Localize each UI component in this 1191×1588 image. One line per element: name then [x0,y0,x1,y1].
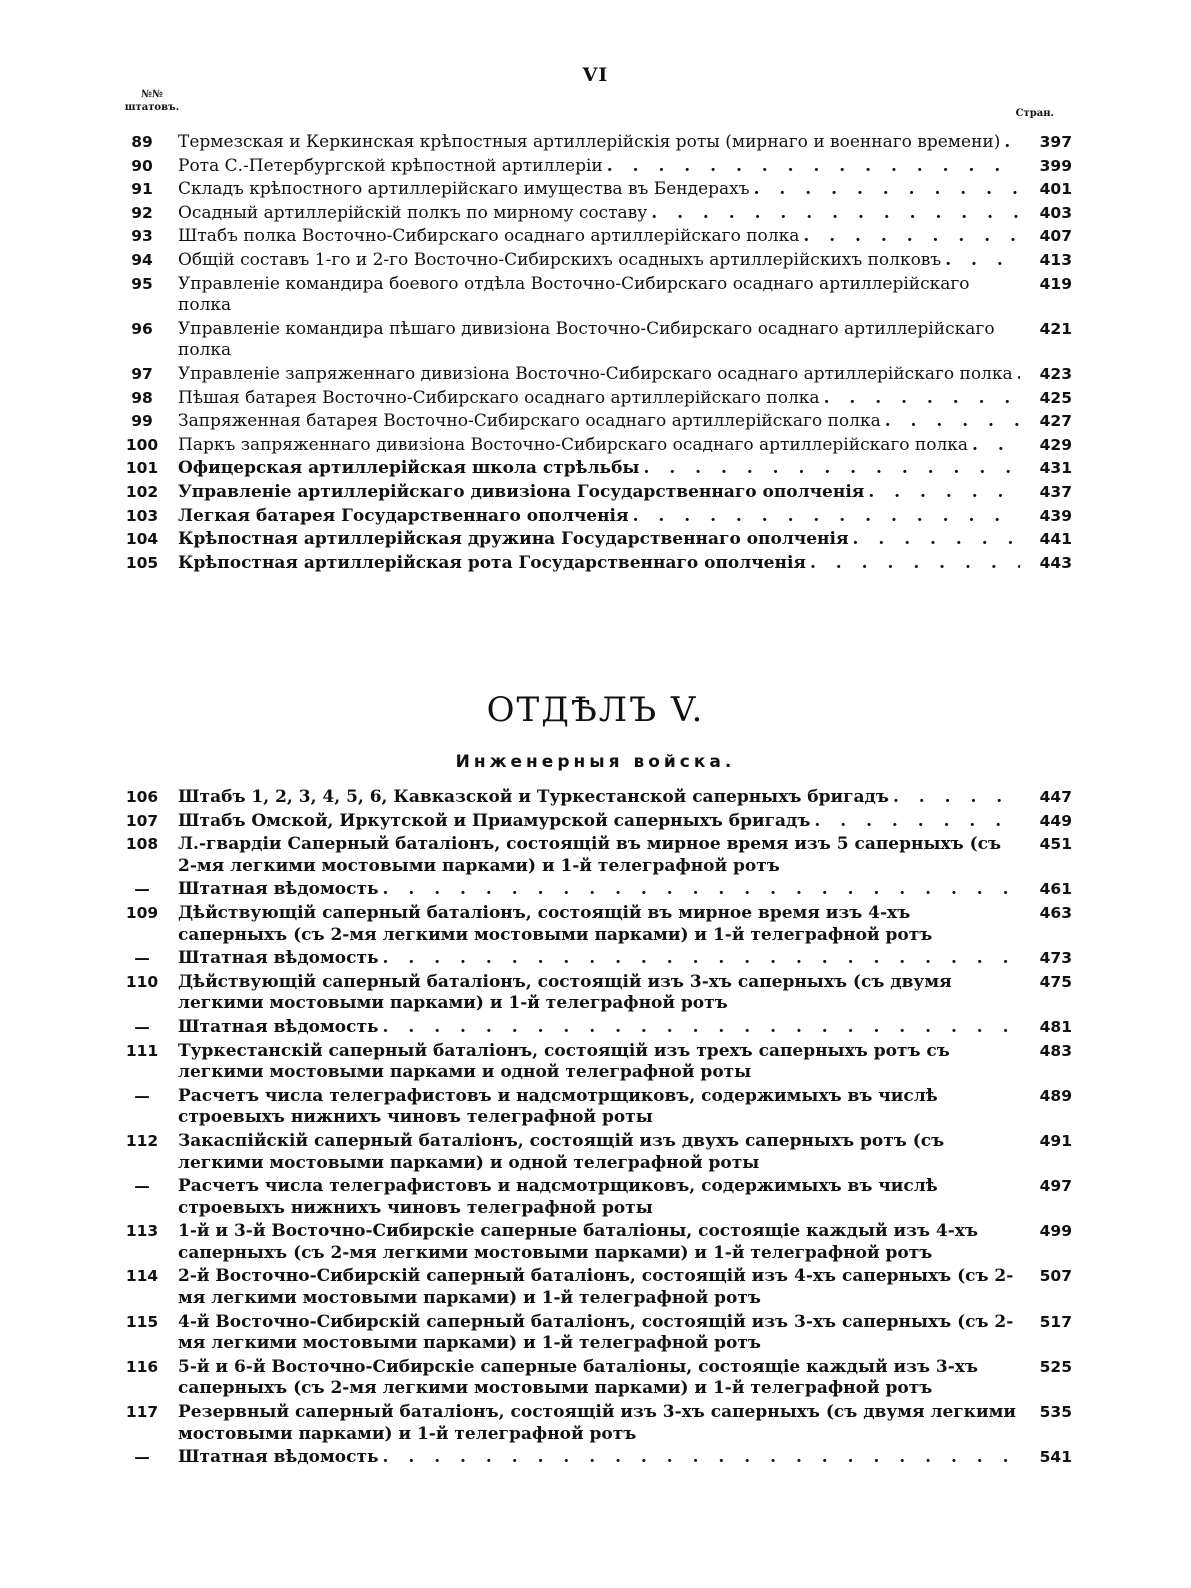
toc-entry-leader-dots [607,156,1020,178]
toc-entry [112,1131,1072,1174]
toc-entry-number: — [134,880,150,899]
toc-entry [112,435,1072,457]
toc-entry [112,529,1072,551]
toc-entry-number: 110 [125,972,159,991]
toc-entry-title: 1-й и 3-й Восточно-Сибирскіе саперные баталіоны, состоящіе каждый изъ 4-хъ саперныхъ (съ 2-мя легкими мостовыми парками) и 1-й телеграфной ротъ [178,1221,978,1263]
toc-entry-number: 112 [125,1131,159,1150]
toc-entry-body [178,1357,1020,1400]
toc-entry-body [178,435,1020,457]
toc-entry-page: 413 [1039,250,1072,269]
toc-entry-title: Легкая батарея Государственнаго ополченія [178,505,629,526]
toc-entry-page: 447 [1039,788,1072,806]
toc-entry-page: 483 [1039,1041,1072,1060]
toc-entry-body [178,319,1020,362]
toc-entry-body [178,156,1020,178]
toc-entry [112,1266,1072,1309]
toc-entry-page: 443 [1039,553,1072,572]
toc-entry-number: 115 [125,1312,159,1331]
toc-entry [112,482,1072,504]
toc-entry [112,388,1072,410]
toc-entry [112,250,1072,272]
toc-entry-leader-dots [633,506,1020,528]
toc-entry-number: 116 [125,1357,159,1376]
toc-entry [112,1017,1072,1039]
toc-entry [112,903,1072,946]
toc-entry-leader-dots [810,553,1020,575]
toc-entry-number: 106 [125,788,159,806]
toc-entry-page: 463 [1039,903,1072,922]
toc-entry-page: 491 [1039,1131,1072,1150]
toc-entry-number: 93 [131,227,153,246]
toc-entry [112,834,1072,877]
toc-entry-title: Штабъ Омской, Иркутской и Приамурской саперныхъ бригадъ [178,810,811,831]
toc-entry-body [178,364,1020,386]
toc-entry-body [178,482,1020,504]
toc-entry-title: Расчетъ числа телеграфистовъ и надсмотрщиковъ, содержимыхъ въ числѣ строевыхъ нижнихъ чиновъ телеграфной роты [178,1085,938,1128]
toc-entry-body [178,1017,1020,1039]
toc-entry-body [178,1176,1020,1219]
toc-entry-leader-dots [824,388,1020,410]
toc-entry-number: 96 [131,319,153,338]
toc-entry [112,274,1072,317]
toc-entry-title: Складъ крѣпостного артиллерійскаго имущества въ Бендерахъ [178,179,750,200]
toc-entry-number: — [134,1177,150,1196]
toc-entry-leader-dots [853,529,1020,551]
toc-entry-body [178,274,1020,317]
toc-entry-page: 541 [1039,1448,1072,1467]
toc-entry-page: 401 [1039,180,1072,199]
toc-entry-title: Закаспійскій саперный баталіонъ, состоящій изъ двухъ саперныхъ ротъ (съ легкими мостовыми парками) и одной телеграфной роты [178,1130,945,1173]
toc-entry-page: 441 [1039,530,1072,549]
toc-entry-number: 113 [125,1222,159,1241]
toc-entry [112,1447,1072,1469]
toc-entry-body [178,972,1020,1015]
toc-entry-leader-dots [754,179,1020,201]
toc-entry [112,1312,1072,1355]
toc-entry-title: 2-й Восточно-Сибирскій саперный баталіонъ, состоящій изъ 4-хъ саперныхъ (съ 2-мя легкими мостовыми парками) и 1-й телеграфной ротъ [178,1266,1014,1309]
toc-entry-title: Крѣпостная артиллерійская рота Государственнаго ополченія [178,552,806,573]
toc-entry [112,553,1072,575]
toc-entry-title: Расчетъ числа телеграфистовъ и надсмотрщиковъ, содержимыхъ въ числѣ строевыхъ нижнихъ чиновъ телеграфной роты [178,1176,938,1218]
toc-entry-body [178,879,1020,901]
toc-entry-title: Штатная вѣдомость [178,1447,379,1468]
section-subtitle: Инженерныя войска. [455,752,736,772]
toc-entry-title: Штабъ полка Восточно-Сибирскаго осаднаго артиллерійскаго полка [178,226,800,247]
toc-entry-title: Термезская и Керкинская крѣпостныя артиллерійскія роты (мирнаго и военнаго времени) [178,132,1001,152]
toc-entry-number: 90 [131,156,153,175]
toc-entry-number: 91 [131,180,153,199]
toc-entry-title: Пѣшая батарея Восточно-Сибирскаго осаднаго артиллерійскаго полка [178,387,820,408]
toc-entry-number: — [134,949,150,968]
toc-entry-number: 97 [131,364,153,383]
toc-entry-body [178,506,1020,528]
column-header-numbers-line2: штатовъ. [124,102,180,113]
toc-entry [112,458,1072,480]
toc-entry-number: 101 [125,459,159,478]
toc-entry-page: 499 [1039,1222,1072,1241]
toc-entry-title: Штатная вѣдомость [178,879,379,900]
toc-entry-body [178,250,1020,272]
toc-entry-title: Осадный артиллерійскій полкъ по мирному составу [178,202,648,223]
toc-entry-title: Дѣйствующій саперный баталіонъ, состоящій изъ 3-хъ саперныхъ (съ двумя легкими мостовыми парками) и 1-й телеграфной ротъ [178,971,952,1014]
toc-entry-page: 481 [1039,1017,1072,1036]
toc-entry-number: 102 [125,482,159,501]
toc-entry-body [178,388,1020,410]
toc-entry-number: 89 [131,133,153,151]
toc-entry-page: 475 [1039,972,1072,991]
toc-entry-body [178,179,1020,201]
toc-entry-number: 104 [125,530,159,549]
toc-entry-title: Управленіе запряженнаго дивизіона Восточно-Сибирскаго осаднаго артиллерійскаго полка [178,363,1013,384]
toc-entry [112,879,1072,901]
toc-entry-body [178,529,1020,551]
toc-entry-body [178,1086,1020,1129]
toc-entry [112,132,1072,154]
toc-entry-body [178,458,1020,480]
toc-entry [112,319,1072,362]
toc-entry-number: 117 [125,1403,159,1422]
column-header-numbers [112,88,192,114]
toc-entry [112,411,1072,433]
toc-entry [112,972,1072,1015]
toc-entry-page: 439 [1039,506,1072,525]
toc-entry-title: Штатная вѣдомость [178,948,379,969]
toc-entry-page: 429 [1039,435,1072,454]
column-header-numbers-line1: №№ [141,89,163,100]
toc-entry [112,1041,1072,1084]
toc-entry-body [178,1041,1020,1084]
toc-entry-number: 105 [125,553,159,572]
toc-entry-number: 103 [125,506,159,525]
toc-entry-number: 107 [125,811,159,830]
toc-entry-title: Резервный саперный баталіонъ, состоящій изъ 3-хъ саперныхъ (съ двумя легкими мостовыми парками) и 1-й телеграфной ротъ [178,1402,1016,1444]
toc-entry-leader-dots [868,482,1020,504]
section-title: ОТДѢЛЪ V. [486,690,705,730]
toc-entry-number: 99 [131,412,153,431]
toc-entry-title: Управленіе командира пѣшаго дивизіона Восточно-Сибирскаго осаднаго артиллерійскаго полка [178,318,995,361]
toc-entry-title: Общій составъ 1-го и 2-го Восточно-Сибирскихъ осадныхъ артиллерійскихъ полковъ [178,249,942,270]
toc-entry-number: — [134,1448,150,1467]
toc-entry [112,226,1072,248]
toc-entry [112,156,1072,178]
toc-entry-body [178,1312,1020,1355]
toc-entry-leader-dots [803,226,1020,248]
toc-entry-body [178,553,1020,575]
toc-entry [112,1086,1072,1129]
toc-entry-title: Запряженная батарея Восточно-Сибирскаго осаднаго артиллерійскаго полка [178,411,881,432]
toc-entry-page: 449 [1039,811,1072,830]
toc-entry-page: 423 [1039,364,1072,383]
toc-entry-number: 108 [125,835,159,854]
toc-entry-leader-dots [814,811,1020,833]
toc-entry [112,203,1072,225]
toc-entry-leader-dots [945,250,1020,272]
toc-entry-leader-dots [885,411,1020,433]
toc-entry-page: 431 [1039,459,1072,478]
toc-entry-body [178,203,1020,225]
toc-entry-leader-dots [643,458,1020,480]
toc-entry-body [178,226,1020,248]
toc-entry-number: 92 [131,203,153,222]
toc-entry-page: 419 [1039,274,1072,293]
toc-entry-title: Офицерская артиллерійская школа стрѣльбы [178,458,640,479]
toc-entry-number: 100 [125,435,159,454]
toc-entry-body [178,787,1020,809]
toc-entry-page: 397 [1039,133,1072,151]
toc-entry [112,1221,1072,1264]
toc-entry-body [178,834,1020,877]
toc-entry-leader-dots [651,203,1020,225]
toc-entry [112,811,1072,833]
toc-entry-page: 427 [1039,412,1072,431]
toc-entry-title: 5-й и 6-й Восточно-Сибирскіе саперные баталіоны, состоящіе каждый изъ 3-хъ саперныхъ (съ 2-мя легкими мостовыми парками) и 1-й телеграфной ротъ [178,1356,978,1399]
toc-entry-title: Штатная вѣдомость [178,1016,379,1037]
page-number: VI [582,64,609,86]
toc-entry-leader-dots [383,948,1020,970]
toc-entry-title: Управленіе командира боевого отдѣла Восточно-Сибирскаго осаднаго артиллерійскаго полка [178,273,970,316]
toc-entry-body [178,811,1020,833]
toc-entry-page: 507 [1039,1267,1072,1286]
column-header-pages: Стран. [1015,108,1054,119]
toc-entry-page: 497 [1039,1177,1072,1196]
toc-entry-leader-dots [383,879,1020,901]
toc-entry-page: 525 [1039,1357,1072,1376]
toc-entry-page: 451 [1039,835,1072,854]
toc-entry-title: 4-й Восточно-Сибирскій саперный баталіонъ, состоящій изъ 3-хъ саперныхъ (съ 2-мя легкими мостовыми парками) и 1-й телеграфной ротъ [178,1311,1014,1354]
toc-entry [112,1357,1072,1400]
toc-entry-number: — [134,1017,150,1036]
toc-entry-title: Крѣпостная артиллерійская дружина Государственнаго ополченія [178,529,849,550]
toc-entry-leader-dots [1004,132,1020,154]
toc-entry-body [178,411,1020,433]
toc-entry [112,179,1072,201]
toc-entry [112,364,1072,386]
toc-entry-page: 461 [1039,880,1072,899]
toc-entry-number: 98 [131,388,153,407]
toc-entry [112,1402,1072,1445]
toc-entry-leader-dots [383,1017,1020,1039]
toc-entry-body [178,903,1020,946]
toc-entry-title: Рота С.-Петербургской крѣпостной артиллеріи [178,155,603,176]
toc-entry-title: Управленіе артиллерійскаго дивизіона Государственнаго ополченія [178,481,865,502]
toc-entry-number: 95 [131,274,153,293]
toc-list-part2 [112,785,1072,1469]
toc-entry-leader-dots [383,1447,1020,1469]
toc-entry-number: 111 [125,1041,159,1060]
toc-entry-body [178,948,1020,970]
toc-entry-page: 403 [1039,203,1072,222]
toc-entry [112,948,1072,970]
toc-entry-leader-dots [893,787,1020,809]
toc-entry [112,506,1072,528]
toc-entry-body [178,1131,1020,1174]
toc-entry-page: 425 [1039,388,1072,407]
toc-entry-page: 489 [1039,1086,1072,1105]
toc-entry-number: 94 [131,250,153,269]
toc-entry-number: — [134,1086,150,1105]
toc-entry-body [178,132,1020,154]
toc-entry-title: Паркъ запряженнаго дивизіона Восточно-Сибирскаго осаднаго артиллерійскаго полка [178,434,969,455]
toc-entry-title: Штабъ 1, 2, 3, 4, 5, 6, Кавказской и Туркестанской саперныхъ бригадъ [178,787,889,807]
toc-entry-body [178,1447,1020,1469]
toc-entry-title: Туркестанскій саперный баталіонъ, состоящій изъ трехъ саперныхъ ротъ съ легкими мостовыми парками и одной телеграфной роты [178,1040,950,1083]
toc-entry [112,1176,1072,1219]
toc-entry-title: Л.-гвардіи Саперный баталіонъ, состоящій въ мирное время изъ 5 саперныхъ (съ 2-мя легкими мостовыми парками) и 1-й телеграфной ротъ [178,834,1002,876]
toc-entry-page: 473 [1039,949,1072,968]
toc-entry-number: 109 [125,903,159,922]
toc-entry-number: 114 [125,1267,159,1286]
toc-entry-page: 535 [1039,1403,1072,1422]
toc-entry-body [178,1266,1020,1309]
toc-entry [112,787,1072,809]
toc-entry-leader-dots [972,435,1020,457]
toc-list-part1 [112,130,1072,574]
toc-entry-body [178,1402,1020,1445]
toc-entry-page: 437 [1039,482,1072,501]
toc-entry-title: Дѣйствующій саперный баталіонъ, состоящій въ мирное время изъ 4-хъ саперныхъ (съ 2-мя легкими мостовыми парками) и 1-й телеграфной ротъ [178,902,933,945]
toc-entry-body [178,1221,1020,1264]
toc-entry-page: 517 [1039,1312,1072,1331]
toc-entry-page: 407 [1039,227,1072,246]
toc-entry-page: 399 [1039,156,1072,175]
toc-entry-page: 421 [1039,319,1072,338]
